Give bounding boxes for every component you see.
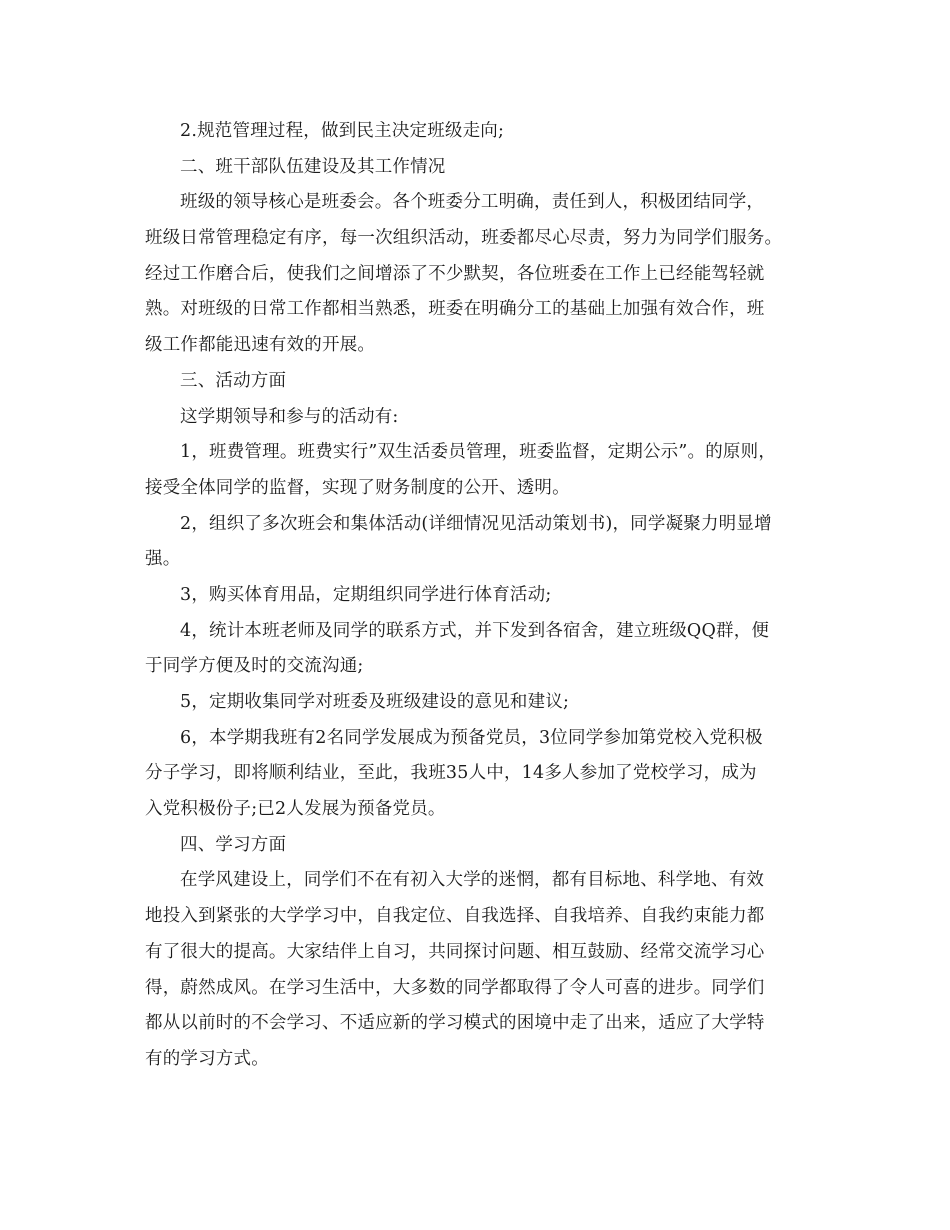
text-line: 班级的领导核心是班委会。各个班委分工明确，责任到人，积极团结同学，: [180, 192, 765, 213]
text-line: 强。: [145, 549, 181, 570]
text-line: 熟。对班级的日常工作都相当熟悉，班委在明确分工的基础上加强有效合作，班: [145, 299, 765, 320]
text-line: 5，定期收集同学对班委及班级建设的意见和建议;: [180, 692, 570, 712]
text-line: 得，蔚然成风。在学习生活中，大多数的同学都取得了令人可喜的进步。同学们: [145, 977, 765, 998]
text-line: 这学期领导和参与的活动有:: [180, 406, 399, 427]
document-body: [145, 116, 825, 1080]
text-line: 分子学习，即将顺利结业，至此，我班35人中，14多人参加了党校学习，成为: [145, 763, 757, 784]
section-heading: 三、活动方面: [180, 370, 287, 391]
section-heading: 二、班干部队伍建设及其工作情况: [180, 156, 446, 177]
text-line: 3，购买体育用品，定期组织同学进行体育活动;: [180, 584, 552, 605]
text-line: 2，组织了多次班会和集体活动(详细情况见活动策划书)，同学凝聚力明显增: [180, 513, 772, 534]
text-line: 有的学习方式。: [145, 1048, 269, 1069]
text-line: 地投入到紧张的大学学习中，自我定位、自我选择、自我培养、自我约束能力都: [145, 906, 765, 927]
section-heading: 四、学习方面: [180, 834, 287, 855]
text-line: 级工作都能迅速有效的开展。: [145, 335, 376, 356]
text-line: 入党积极份子;已2人发展为预备党员。: [145, 799, 446, 820]
text-line: 经过工作磨合后，使我们之间增添了不少默契，各位班委在工作上已经能驾轻就: [145, 263, 765, 284]
text-line: 有了很大的提高。大家结伴上自习，共同探讨问题、相互鼓励、经常交流学习心: [145, 941, 765, 962]
text-line: 接受全体同学的监督，实现了财务制度的公开、透明。: [145, 477, 570, 498]
text-line: 在学风建设上，同学们不在有初入大学的迷惘，都有目标地、科学地、有效: [180, 870, 765, 891]
text-line: 6，本学期我班有2名同学发展成为预备党员，3位同学参加第党校入党积极: [180, 727, 763, 748]
text-line: 4，统计本班老师及同学的联系方式，并下发到各宿舍，建立班级QQ群，便: [180, 620, 770, 641]
text-line: 2.规范管理过程，做到民主决定班级走向;: [180, 121, 505, 141]
text-line: 班级日常管理稳定有序，每一次组织活动，班委都尽心尽责，努力为同学们服务。: [145, 228, 783, 249]
text-line: 1，班费管理。班费实行”双生活委员管理，班委监督，定期公示”。的原则，: [180, 442, 777, 463]
text-line: 都从以前时的不会学习、不适应新的学习模式的困境中走了出来，适应了大学特: [145, 1013, 765, 1034]
text-line: 于同学方便及时的交流沟通;: [145, 656, 364, 677]
